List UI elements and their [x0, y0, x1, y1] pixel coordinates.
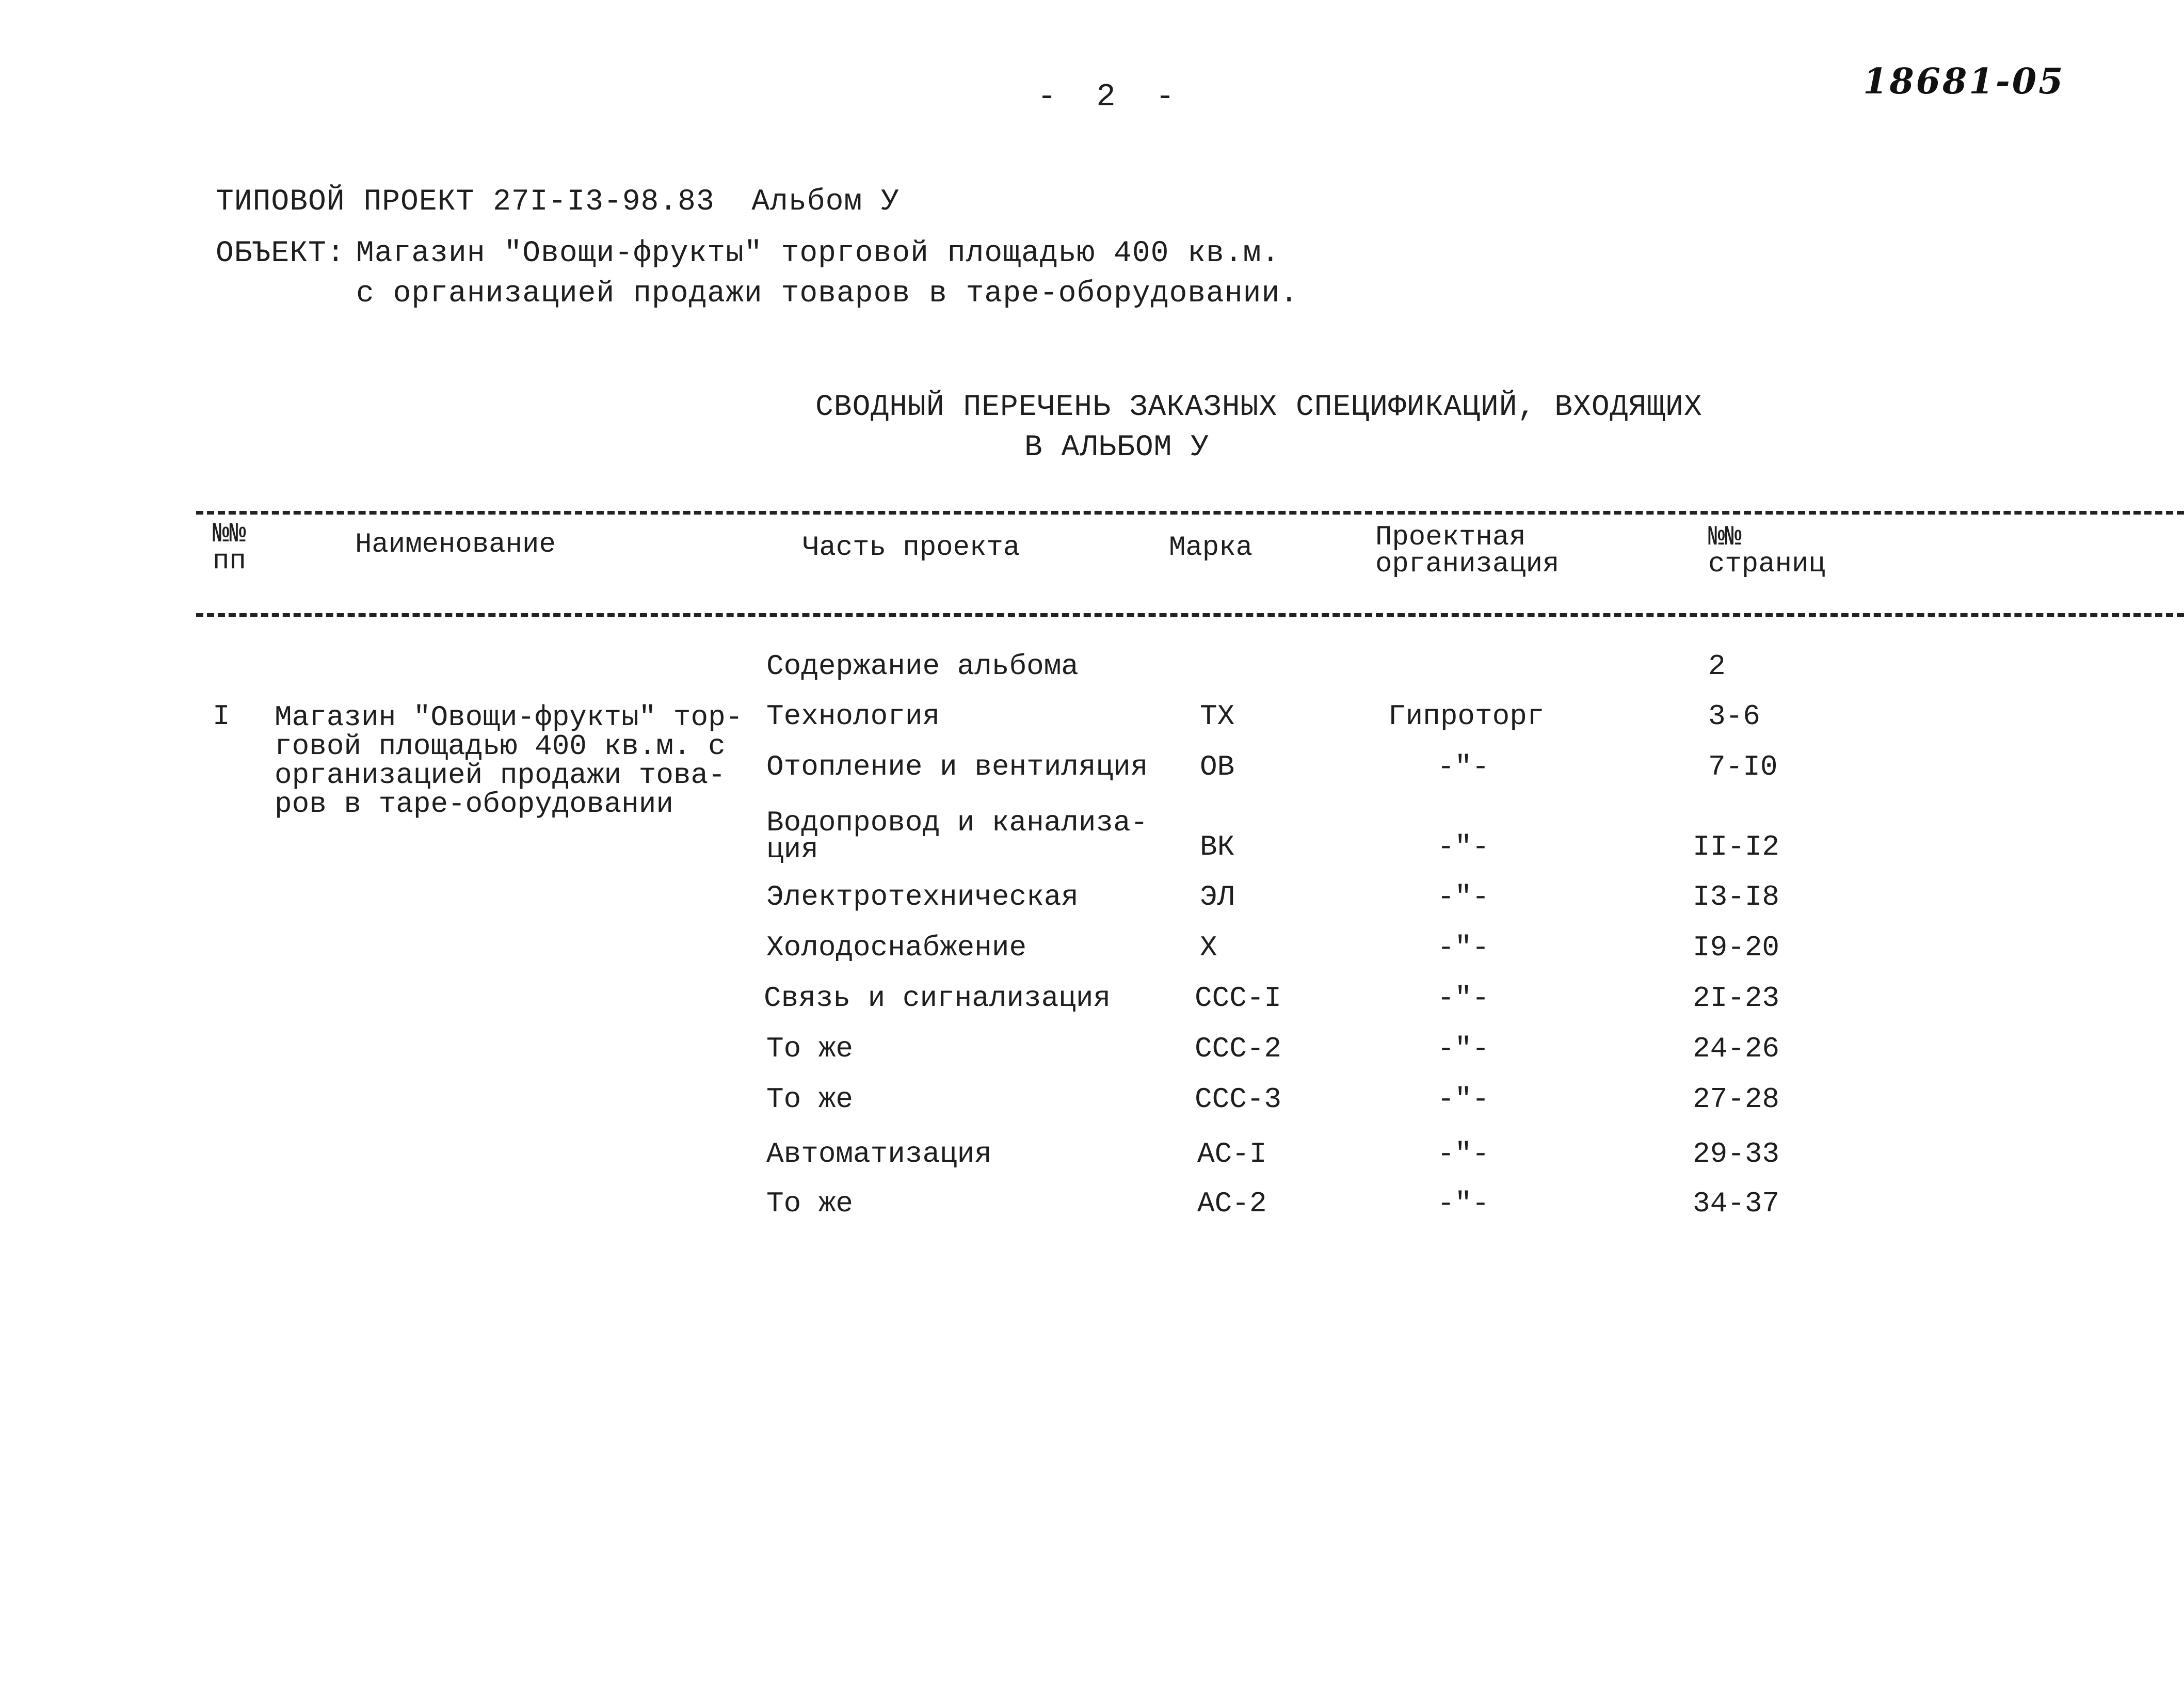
row-pages: 34-37 — [1693, 1187, 1780, 1220]
header-num-1: №№ — [213, 519, 246, 550]
row-mark: Х — [1200, 931, 1217, 964]
object-line-2: с организацией продажи товаров в таре-оборудовании. — [356, 277, 1299, 311]
item-name-line-3: организацией продажи това- — [275, 759, 726, 792]
row-mark: ССС-2 — [1195, 1032, 1282, 1065]
row-pages: I9-20 — [1693, 931, 1780, 964]
row-org: -"- — [1437, 750, 1489, 783]
header-pages-2: страниц — [1708, 549, 1825, 580]
header-name: Наименование — [355, 529, 556, 560]
row-pages: 2I-23 — [1693, 982, 1780, 1015]
table-header-rule — [196, 613, 2184, 617]
header-mark: Марка — [1169, 532, 1253, 564]
row-pages: I3-I8 — [1693, 880, 1780, 914]
document-title-line-2: В АЛЬБОМ У — [1024, 431, 1210, 464]
header-part: Часть проекта — [802, 532, 1020, 564]
handwritten-document-number: 18681-05 — [1863, 61, 2065, 102]
row-mark: ВК — [1200, 830, 1235, 863]
row-part: Водопровод и канализа- ция — [766, 806, 1148, 866]
item-name-line-2: говой площадью 400 кв.м. с — [275, 730, 726, 763]
header-pages-1: №№ — [1708, 522, 1742, 553]
header-org-2: организация — [1375, 549, 1560, 580]
row-mark: ТХ — [1200, 700, 1235, 733]
row-mark: АС-2 — [1197, 1187, 1267, 1220]
page-number: - 2 - — [1037, 78, 1185, 115]
row-pages: 2 — [1708, 650, 1726, 683]
row-mark: АС-I — [1197, 1138, 1267, 1171]
row-mark: ССС-I — [1195, 982, 1282, 1015]
item-number: I — [213, 700, 230, 733]
document-title-line-1: СВОДНЫЙ ПЕРЕЧЕНЬ ЗАКАЗНЫХ СПЕЦИФИКАЦИЙ, ВХОДЯЩИХ — [815, 391, 1703, 424]
object-label: ОБЪЕКТ: — [216, 237, 345, 270]
row-org: -"- — [1437, 880, 1489, 914]
row-part: Автоматизация — [766, 1138, 992, 1171]
row-org: -"- — [1437, 1187, 1489, 1220]
row-org: -"- — [1437, 1083, 1489, 1116]
row-pages: 29-33 — [1693, 1138, 1780, 1171]
row-pages: 7-I0 — [1708, 750, 1778, 783]
item-name-line-1: Магазин "Овощи-фрукты" тор- — [275, 701, 743, 734]
row-part: Электротехническая — [766, 880, 1079, 914]
table-top-rule — [196, 511, 2184, 515]
row-org: -"- — [1437, 1032, 1489, 1065]
row-part: Содержание альбома — [766, 650, 1079, 683]
row-part: Технология — [766, 700, 940, 733]
row-mark: ССС-3 — [1195, 1083, 1282, 1116]
row-org: -"- — [1437, 982, 1489, 1015]
row-mark: ОВ — [1200, 750, 1235, 783]
row-pages: 27-28 — [1693, 1083, 1780, 1116]
row-part: То же — [766, 1032, 854, 1065]
row-part: То же — [766, 1083, 854, 1116]
object-line-1: Магазин "Овощи-фрукты" торговой площадью 400 кв.м. — [356, 237, 1280, 270]
row-org: Гипроторг — [1388, 700, 1545, 733]
row-mark: ЭЛ — [1200, 880, 1235, 914]
row-pages: II-I2 — [1693, 830, 1780, 863]
row-org: -"- — [1437, 830, 1489, 863]
row-part: То же — [766, 1187, 854, 1220]
row-part: Холодоснабжение — [766, 931, 1027, 964]
header-org-1: Проектная — [1375, 522, 1526, 553]
row-org: -"- — [1437, 931, 1489, 964]
row-org: -"- — [1437, 1138, 1489, 1171]
row-part: Связь и сигнализация — [764, 982, 1111, 1015]
row-pages: 3-6 — [1708, 700, 1760, 733]
item-name-line-4: ров в таре-оборудовании — [275, 788, 673, 821]
header-num-2: пп — [213, 546, 246, 577]
project-line: ТИПОВОЙ ПРОЕКТ 27I-I3-98.83 Альбом У — [216, 185, 900, 219]
row-part: Отопление и вентиляция — [766, 750, 1148, 783]
row-pages: 24-26 — [1693, 1032, 1780, 1065]
